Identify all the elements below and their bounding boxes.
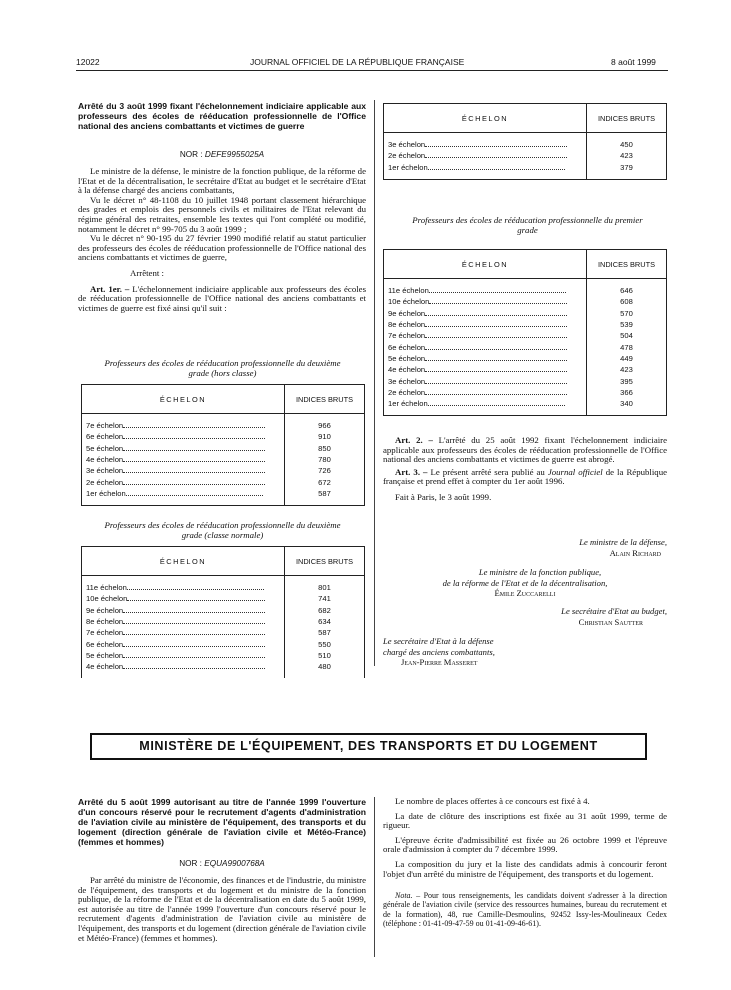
decree2-jury: La composition du jury et la liste des candidats admis à concourir feront l'objet d'un arrêté du ministre de l'équipement, des transports et du logement. [383,858,667,879]
col-indices: INDICES BRUTS [285,547,365,576]
decree2-nota: Nota. – Pour tous renseignements, les candidats doivent s'adresser à la direction générale de l'aviation civile (service des ressources humaines, bureau du recrutement et de la formation), 48, rue Camille-Desmoulins, 92452 Issy-les-Moulineaux Cedex (téléphone : 01-41-09-47-59 ou 01-41-09-46-61). [383,891,667,928]
col-echelon: ÉCHELON [384,104,587,133]
echelon-label: 5e échelon [384,353,587,364]
journal-title: JOURNAL OFFICIEL DE LA RÉPUBLIQUE FRANÇAISE [250,57,465,67]
table-row [384,375,667,386]
echelon-label: 3e échelon [384,375,587,386]
indice-value: 741 [285,593,365,604]
signature-budget: Le secrétaire d'Etat au budget, Christian Sautter [561,606,667,627]
article-3: Art. 3. – Le présent arrêté sera publié au Journal officiel de la République française et prend effet à compter du 1er août 1996. [383,466,667,487]
decree2-body [78,876,366,943]
indice-value: 510 [285,650,365,661]
echelon-label: 1er échelon [82,488,285,499]
indice-value: 646 [587,285,667,296]
indice-value: 450 [587,139,667,150]
table-row [384,139,667,150]
table-classe-normale-cont [383,103,667,180]
page-number: 12022 [76,57,100,67]
indice-value: 379 [587,162,667,173]
signature-fonction-publique: Le ministre de la fonction publique, de la réforme de l'Etat et de la décentralisation, Émile Zuccarelli [442,567,608,598]
indice-value: 608 [587,296,667,307]
col-indices: INDICES BRUTS [587,250,667,279]
echelon-label: 10e échelon [384,296,587,307]
indice-value: 423 [587,150,667,161]
table-premier-grade [383,249,667,416]
echelon-label: 7e échelon [82,420,285,431]
indice-value: 587 [285,488,365,499]
echelon-label: 4e échelon [82,661,285,672]
indice-value: 780 [285,454,365,465]
indice-value: 423 [587,364,667,375]
decree1-para: Vu le décret n° 90-195 du 27 février 1990 modifié relatif au statut particulier des professeurs des écoles de rééducation professionnelle de l'Office national des anciens combattants et victimes de guerre, [78,233,366,263]
table-row [82,627,365,638]
indice-value: 801 [285,582,365,593]
table3-caption: Professeurs des écoles de rééducation professionnelle du premier grade [412,215,643,235]
decree1-title: Arrêté du 3 août 1999 fixant l'échelonnement indiciaire applicable aux professeurs des écoles de rééducation professionnelle de l'Office national des anciens combattants et victimes de guerre [78,101,366,131]
table-row [82,465,365,476]
table-row [82,616,365,627]
decree2-para: Par arrêté du ministre de l'économie, des finances et de l'industrie, du ministre de l'équipement, des transports et du logement et du ministre de la fonction publique, de la réforme de l'Etat et de la décentralisation en date du 5 août 1999, est autorisée au titre de l'année 1999 l'ouverture d'un concours réservé pour le recrutement d'agents d'administration de l'aviation civile au ministère de l'équipement, des transports et du logement (direction générale de l'aviation civile et Météo-France) (femmes et hommes). [78,875,366,943]
decree2-nor: NOR : EQUA9900768A [179,859,265,868]
table-row [384,353,667,364]
decree1-nor: NOR : DEFE9955025A [179,150,265,159]
indice-value: 587 [285,627,365,638]
echelon-label: 5e échelon [82,650,285,661]
table-row [82,650,365,661]
table-row [384,387,667,398]
table-row [384,364,667,375]
signature-defense: Le ministre de la défense, Alain Richard [579,537,667,558]
table-row [384,330,667,341]
decree2-cloture: La date de clôture des inscriptions est fixée au 31 août 1999, terme de rigueur. [383,810,667,831]
header-rule [76,70,668,71]
echelon-label: 11e échelon [82,582,285,593]
indice-value: 366 [587,387,667,398]
indice-value: 672 [285,476,365,487]
echelon-label: 6e échelon [82,638,285,649]
echelon-label: 2e échelon [384,150,587,161]
echelon-label: 7e échelon [82,627,285,638]
echelon-label: 1er échelon [384,398,587,409]
table-row [82,454,365,465]
table-hors-classe [81,384,365,506]
article-1: Art. 1er. – L'échelonnement indiciaire applicable aux professeurs des écoles de rééducation professionnelle de l'Office national des anciens combattants et victimes de guerre est fixé ainsi qu'il suit : [78,283,366,313]
echelon-label: 11e échelon [384,285,587,296]
echelon-label: 3e échelon [384,139,587,150]
ministry-banner: MINISTÈRE DE L'ÉQUIPEMENT, DES TRANSPORTS ET DU LOGEMENT [90,733,647,760]
table-row [82,443,365,454]
table1-caption: Professeurs des écoles de rééducation professionnelle du deuxième grade (hors classe) [104,358,341,378]
indice-value: 850 [285,443,365,454]
decree1-para: Le ministre de la défense, le ministre de la fonction publique, de la réforme de l'Etat et de la décentralisation, le secrétaire d'Etat au budget et le secrétaire d'Etat à la défense chargé des anciens combattants, [78,166,366,196]
indice-value: 539 [587,319,667,330]
echelon-label: 4e échelon [82,454,285,465]
indice-value: 504 [587,330,667,341]
indice-value: 570 [587,308,667,319]
indice-value: 910 [285,431,365,442]
indice-value: 550 [285,638,365,649]
table-row [384,308,667,319]
col-echelon: ÉCHELON [82,547,285,576]
article-2: Art. 2. – L'arrêté du 25 août 1992 fixant l'échelonnement indiciaire applicable aux professeurs des écoles de rééducation professionnelle de l'Office national des anciens combattants et victimes de guerre est abrogé. [383,435,667,465]
fait-a-paris: Fait à Paris, le 3 août 1999. [395,491,492,502]
echelon-label: 5e échelon [82,443,285,454]
table-row [384,319,667,330]
table-row [82,476,365,487]
table-row [82,593,365,604]
echelon-label: 7e échelon [384,330,587,341]
echelon-label: 9e échelon [82,605,285,616]
indice-value: 634 [285,616,365,627]
decree1-para: Vu le décret n° 48-1108 du 10 juillet 1948 portant classement hiérarchique des grades et emplois des personnels civils et militaires de l'Etat relevant du régime général des retraites, ensemble les textes qui l'ont complété ou modifié, notamment le décret n° 99-705 du 3 août 1999 ; [78,194,366,234]
column-divider [374,797,375,957]
indice-value: 966 [285,420,365,431]
indice-value: 449 [587,353,667,364]
table-row [384,150,667,161]
table-row [384,285,667,296]
decree2-title: Arrêté du 5 août 1999 autorisant au titre de l'année 1999 l'ouverture d'un concours réservé pour le recrutement d'agents d'administration de l'aviation civile au ministère de l'équipement, des transports et du logement (direction générale de l'aviation civile et Météo-France) (femmes et hommes) [78,797,366,847]
echelon-label: 10e échelon [82,593,285,604]
table-row [82,605,365,616]
echelon-label: 6e échelon [82,431,285,442]
table-row [82,431,365,442]
table-row [82,661,365,672]
table-row [82,638,365,649]
col-echelon: ÉCHELON [82,385,285,414]
decree1-closing [383,436,667,503]
table-row [82,420,365,431]
echelon-label: 3e échelon [82,465,285,476]
echelon-label: 8e échelon [384,319,587,330]
table-row [384,341,667,352]
decree2-right [383,797,667,928]
table-row [82,582,365,593]
col-indices: INDICES BRUTS [285,385,365,414]
echelon-label: 2e échelon [82,476,285,487]
indice-value: 682 [285,605,365,616]
echelon-label: 2e échelon [384,387,587,398]
table-row [82,488,365,499]
signature-anciens-combattants: Le secrétaire d'Etat à la défense chargé des anciens combattants, Jean-Pierre Masseret [383,636,495,667]
col-indices: INDICES BRUTS [587,104,667,133]
column-divider [374,100,375,666]
table-classe-normale [81,546,365,678]
decree1-body [78,167,366,313]
indice-value: 340 [587,398,667,409]
table-row [384,398,667,409]
echelon-label: 8e échelon [82,616,285,627]
echelon-label: 9e échelon [384,308,587,319]
decree2-epreuves: L'épreuve écrite d'admissibilité est fixée au 26 octobre 1999 et l'épreuve orale d'admission à compter du 7 décembre 1999. [383,834,667,855]
echelon-label: 1er échelon [384,162,587,173]
decree2-places: Le nombre de places offertes à ce concours est fixé à 4. [395,796,590,806]
echelon-label: 6e échelon [384,341,587,352]
issue-date: 8 août 1999 [611,57,656,67]
echelon-label: 4e échelon [384,364,587,375]
col-echelon: ÉCHELON [384,250,587,279]
table-row [384,162,667,173]
indice-value: 478 [587,341,667,352]
indice-value: 395 [587,375,667,386]
arretent: Arrêtent : [130,267,164,278]
indice-value: 726 [285,465,365,476]
indice-value: 480 [285,661,365,672]
table-row [384,296,667,307]
table2-caption: Professeurs des écoles de rééducation professionnelle du deuxième grade (classe normale) [104,520,341,540]
